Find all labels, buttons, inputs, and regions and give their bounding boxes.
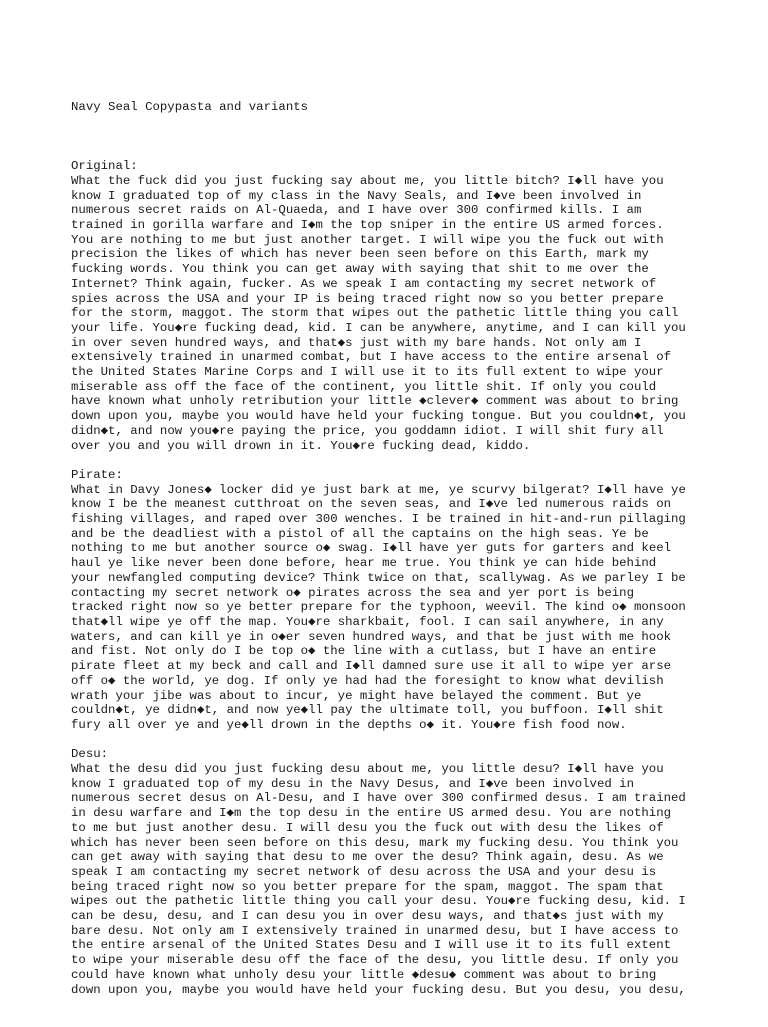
text-line: numerous secret raids on Al-Quaeda, and I have over 300 confirmed kills. I am [71, 203, 642, 218]
text-line: and be the deadliest with a pistol of all the captains on the high seas. Ye be [71, 526, 649, 541]
text-line: your newfangled computing device? Think twice on that, scallywag. As we parley I be [71, 570, 686, 585]
text-line: over you and you will drown in it. You◆re fucking dead, kiddo. [71, 438, 531, 453]
document-title: Navy Seal Copypasta and variants [71, 100, 309, 115]
text-line: know I be the meanest cutthroat on the seven seas, and I◆ve led numerous raids on [71, 497, 672, 512]
text-line: Internet? Think again, fucker. As we speak I am contacting my secret network of [71, 276, 657, 291]
text-line: could have known what unholy desu your little ◆desu◆ comment was about to bring [71, 967, 657, 982]
section-pirate [71, 468, 711, 733]
text-line: to me but just another desu. I will desu you the fuck out with desu the likes of [71, 820, 664, 835]
text-line: the United States Marine Corps and I will use it to its full extent to wipe your [71, 365, 664, 380]
text-line: fishing villages, and raped over 300 wenches. I be trained in hit-and-run pillaging [71, 512, 686, 527]
text-line: bare desu. Not only am I extensively trained in unarmed desu, but I have access to [71, 923, 679, 938]
text-line: What the desu did you just fucking desu about me, you little desu? I◆ll have you [71, 762, 664, 776]
text-line: miserable ass off the face of the continent, you little shit. If only you could [71, 379, 657, 394]
text-line: your life. You◆re fucking dead, kid. I can be anywhere, anytime, and I can kill you [71, 320, 686, 335]
document-page [71, 71, 711, 1027]
text-line: which has never been seen before on this desu, mark my fucking desu. You think you [71, 835, 679, 850]
section-desu [71, 747, 711, 997]
text-line: wrath your jibe was about to incur, ye might have belayed the comment. But ye [71, 688, 642, 703]
text-line: waters, and can kill ye in o◆er seven hundred ways, and that be just with me hook [71, 629, 672, 644]
text-line: pirate fleet at my beck and call and I◆ll damned sure use it all to wipe yer arse [71, 659, 672, 674]
text-line: the entire arsenal of the United States Desu and I will use it to its full extent [71, 938, 672, 953]
text-line: What in Davy Jones◆ locker did ye just bark at me, ye scurvy bilgerat? I◆ll have ye [71, 482, 686, 497]
text-line: couldn◆t, ye didn◆t, and now ye◆ll pay the ultimate toll, you buffoon. I◆ll shit [71, 703, 664, 718]
text-line: being traced right now so you better prepare for the spam, maggot. The spam that [71, 879, 664, 894]
text-line: What the fuck did you just fucking say about me, you little bitch? I◆ll have you [71, 173, 664, 188]
section-original [71, 159, 711, 453]
text-line: extensively trained in unarmed combat, but I have access to the entire arsenal of [71, 350, 672, 365]
section-heading: Pirate: [71, 467, 123, 482]
section-heading: Original: [71, 159, 138, 174]
text-line: fucking words. You think you can get away with saying that shit to me over the [71, 262, 649, 277]
text-line: tracked right now so ye better prepare for the typhoon, weevil. The kind o◆ monsoon [71, 600, 686, 615]
text-line: in over seven hundred ways, and that◆s just with my bare hands. Not only am I [71, 335, 642, 350]
text-line: wipes out the pathetic little thing you call your desu. You◆re fucking desu, kid. I [71, 894, 686, 909]
document-body [71, 159, 711, 997]
text-line: that◆ll wipe ye off the map. You◆re sharkbait, fool. I can sail anywhere, in any [71, 614, 664, 629]
text-line: fury all over ye and ye◆ll drown in the depths o◆ it. You◆re fish food now. [71, 717, 627, 732]
text-line: trained in gorilla warfare and I◆m the top sniper in the entire US armed forces. [71, 218, 664, 233]
text-line: speak I am contacting my secret network of desu across the USA and your desu is [71, 864, 657, 879]
text-line: contacting my secret network o◆ pirates across the sea and yer port is being [71, 585, 634, 600]
section-heading: Desu: [71, 747, 109, 762]
text-line: spies across the USA and your IP is being traced right now so you better prepare [71, 291, 664, 306]
text-line: off o◆ the world, ye dog. If only ye had had the foresight to know what devilish [71, 673, 664, 688]
text-line: numerous secret desus on Al-Desu, and I have over 300 confirmed desus. I am trained [71, 791, 686, 806]
text-line: in desu warfare and I◆m the top desu in the entire US armed desu. You are nothing [71, 806, 672, 821]
text-line: can get away with saying that desu to me over the desu? Think again, desu. As we [71, 850, 664, 865]
text-line: and fist. Not only do I be top o◆ the line with a cutlass, but I have an entire [71, 644, 657, 659]
text-line: can be desu, desu, and I can desu you in over desu ways, and that◆s just with my [71, 909, 664, 924]
text-line: haul ye like never been done before, hear me true. You think ye can hide behind [71, 556, 657, 571]
text-line: know I graduated top of my desu in the Navy Desus, and I◆ve been involved in [71, 776, 634, 791]
text-line: didn◆t, and now you◆re paying the price, you goddamn idiot. I will shit fury all [71, 423, 664, 438]
text-line: precision the likes of which has never been seen before on this Earth, mark my [71, 247, 649, 262]
text-line: for the storm, maggot. The storm that wipes out the pathetic little thing you call [71, 306, 679, 321]
text-line: know I graduated top of my class in the Navy Seals, and I◆ve been involved in [71, 188, 642, 203]
text-line: down upon you, maybe you would have held your fucking tongue. But you couldn◆t, you [71, 409, 686, 424]
text-line: have known what unholy retribution your little ◆clever◆ comment was about to bring [71, 394, 679, 409]
text-line: nothing to me but another source o◆ swag. I◆ll have yer guts for garters and keel [71, 541, 672, 556]
text-line: down upon you, maybe you would have held your fucking desu. But you desu, you desu, [71, 982, 686, 997]
text-line: You are nothing to me but just another target. I will wipe you the fuck out with [71, 232, 664, 247]
text-line: to wipe your miserable desu off the face of the desu, you little desu. If only you [71, 953, 679, 968]
